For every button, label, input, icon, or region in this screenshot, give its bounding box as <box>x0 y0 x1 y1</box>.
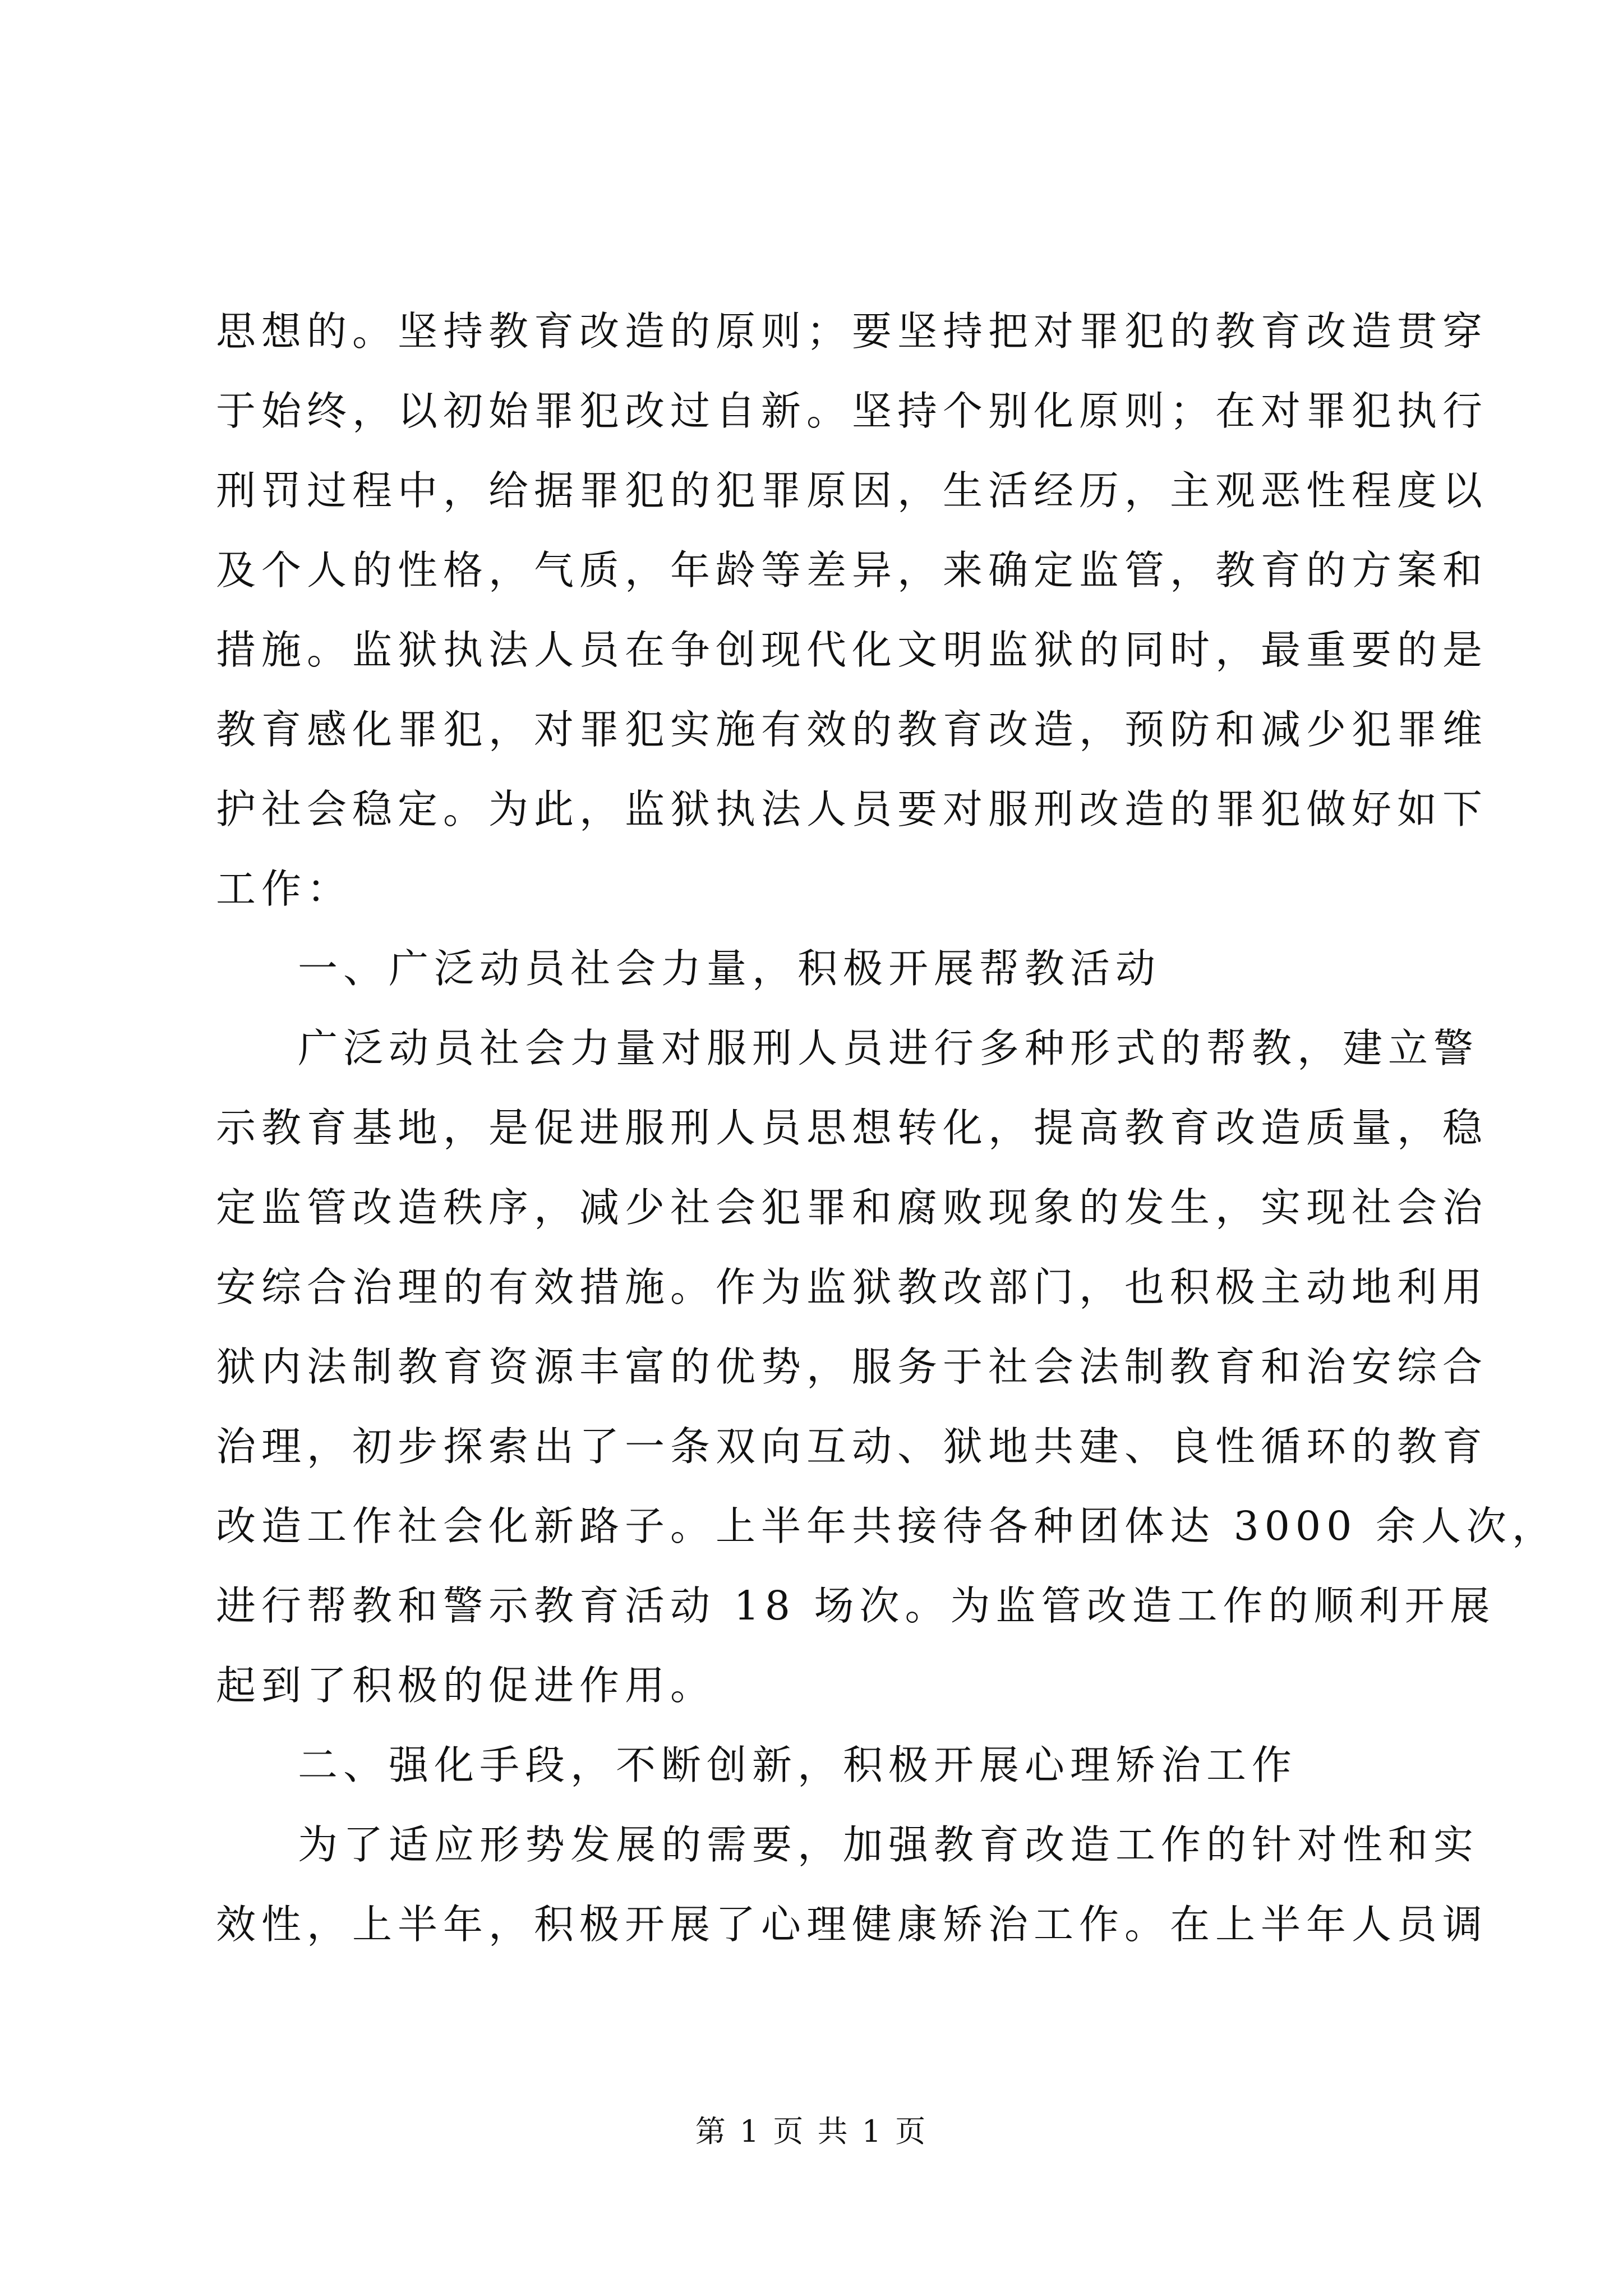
text-line: 于始终，以初始罪犯改过自新。坚持个别化原则；在对罪犯执行 <box>216 388 1488 434</box>
text-line: 措施。监狱执法人员在争创现代化文明监狱的同时，最重要的是 <box>216 627 1488 673</box>
page-footer: 第 1 页 共 1 页 <box>695 2114 928 2149</box>
text-line: 定监管改造秩序，减少社会犯罪和腐败现象的发生，实现社会治 <box>216 1184 1488 1231</box>
text-line: 护社会稳定。为此，监狱执法人员要对服刑改造的罪犯做好如下 <box>216 786 1488 832</box>
text-line: 狱内法制教育资源丰富的优势，服务于社会法制教育和治安综合 <box>216 1343 1488 1390</box>
text-line: 及个人的性格，气质，年龄等差异，来确定监管，教育的方案和 <box>216 547 1488 593</box>
text-line: 改造工作社会化新路子。上半年共接待各种团体达 3000 余人次， <box>216 1503 1557 1549</box>
text-line: 进行帮教和警示教育活动 18 场次。为监管改造工作的顺利开展 <box>216 1582 1496 1629</box>
text-line: 效性，上半年，积极开展了心理健康矫治工作。在上半年人员调 <box>216 1901 1488 1948</box>
text-line: 示教育基地，是促进服刑人员思想转化，提高教育改造质量，稳 <box>216 1105 1488 1151</box>
text-line: 工作： <box>216 866 353 912</box>
text-line: 治理，初步探索出了一条双向互动、狱地共建、良性循环的教育 <box>216 1423 1488 1470</box>
text-line: 教育感化罪犯，对罪犯实施有效的教育改造，预防和减少犯罪维 <box>216 706 1488 753</box>
body-text <box>216 292 1557 1964</box>
text-line: 安综合治理的有效措施。作为监狱教改部门，也积极主动地利用 <box>216 1264 1488 1310</box>
text-line: 起到了积极的促进作用。 <box>216 1662 716 1709</box>
text-line: 思想的。坚持教育改造的原则；要坚持把对罪犯的教育改造贯穿 <box>216 308 1488 355</box>
text-line: 刑罚过程中，给据罪犯的犯罪原因，生活经历，主观恶性程度以 <box>216 467 1488 514</box>
text-line: 为了适应形势发展的需要，加强教育改造工作的针对性和实 <box>298 1821 1479 1868</box>
text-line: 广泛动员社会力量对服刑人员进行多种形式的帮教，建立警 <box>298 1025 1479 1071</box>
section-heading: 一、广泛动员社会力量，积极开展帮教活动 <box>298 945 1161 992</box>
section-heading: 二、强化手段，不断创新，积极开展心理矫治工作 <box>298 1742 1298 1788</box>
